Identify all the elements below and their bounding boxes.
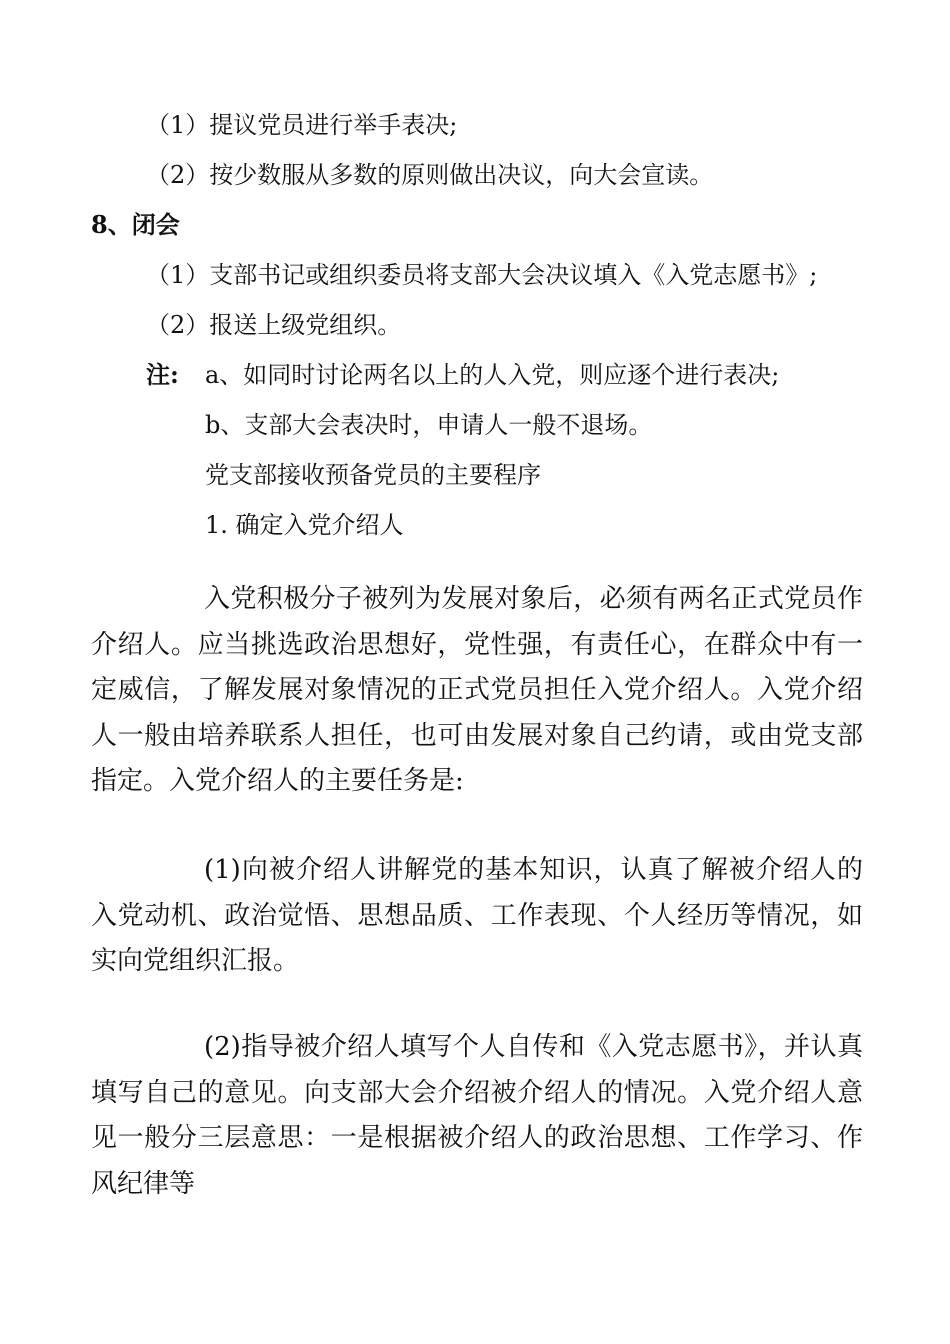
subheading-introducer: 1. 确定入党介绍人: [205, 511, 404, 539]
section-heading-close-meeting: 8、闭会: [91, 210, 180, 239]
section-title: 党支部接收预备党员的主要程序: [205, 461, 541, 489]
paragraph-introducer-requirements: 入党积极分子被列为发展对象后，必须有两名正式党员作介绍人。应当挑选政治思想好，党性强，有责任心，在群众中有一定威信，了解发展对象情况的正式党员担任入党介绍人。入党介绍人一般由培养联系人担任，也可由发展对象自己约请，或由党支部指定。入党介绍人的主要任务是:: [91, 584, 863, 796]
item-raise-hand-vote: （1）提议党员进行举手表决;: [146, 111, 458, 139]
paragraph-introducer-task-2: (2)指导被介绍人填写个人自传和《入党志愿书》，并认真填写自己的意见。向支部大会介绍被介绍人的情况。入党介绍人意见一般分三层意思：一是根据被介绍人的政治思想、工作学习、作风纪律等: [91, 1032, 863, 1199]
paragraph-introducer-task-1: (1)向被介绍人讲解党的基本知识，认真了解被介绍人的入党动机、政治觉悟、思想品质、工作表现、个人经历等情况，如实向党组织汇报。: [91, 855, 863, 976]
item-report-upper-org: （2）报送上级党组织。: [146, 311, 402, 339]
item-majority-resolution: （2）按少数服从多数的原则做出决议，向大会宣读。: [146, 161, 714, 189]
item-fill-application: （1）支部书记或组织委员将支部大会决议填入《入党志愿书》;: [146, 261, 818, 289]
note-item-b: b、支部大会表决时，申请人一般不退场。: [205, 411, 653, 439]
note-label: 注:: [146, 360, 179, 389]
note-item-a: a、如同时讨论两名以上的人入党，则应逐个进行表决;: [205, 361, 780, 389]
